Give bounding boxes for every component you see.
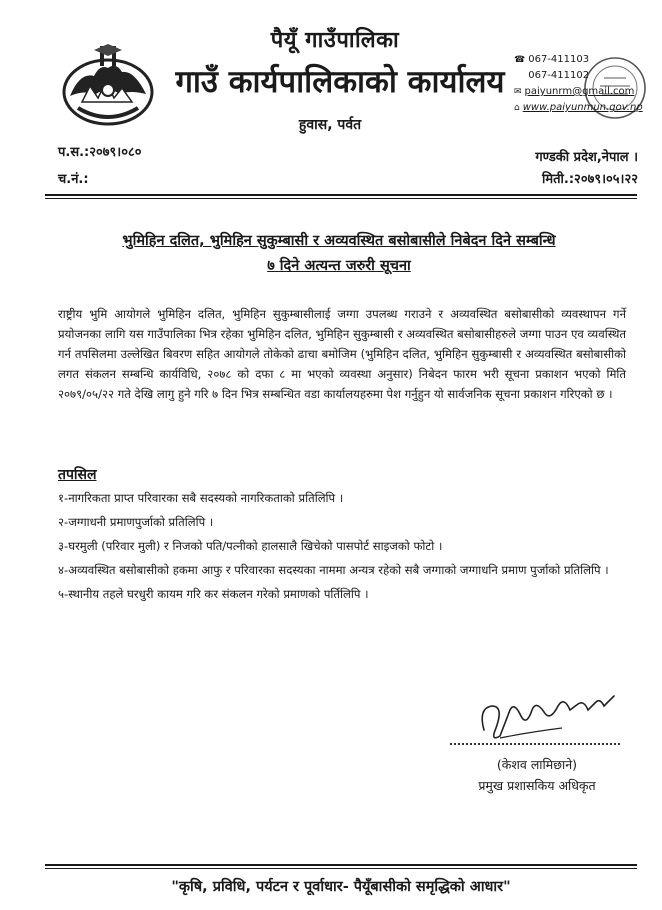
dispatch-number: च.नं.: [58,172,89,187]
contact-website [514,100,662,116]
contact-phone-2 [514,68,662,84]
header-divider [45,194,637,196]
list-item: ३-घरमुली (परिवार मुली) र निजको पति/पत्नीको हालसालै खिचेको पासपोर्ट साइजको फोटो । [58,539,443,553]
subject-line-1: भुमिहिन दलित, भुमिहिन सुकुम्बासी र अव्यवस्थित बसोबासीले निबेदन दिने सम्बन्धि [122,233,556,249]
email-text: paiyunrm@gmail.com [524,86,635,97]
contact-phone-1 [514,52,662,68]
office-name: गाउँ कार्यपालिकाको कार्यालय [175,64,505,100]
nepal-emblem-icon [60,42,156,128]
signatory-title: प्रमुख प्रशासकिय अधिकृत [478,778,596,793]
reference-number: प.स.:२०७९।०८० [58,145,142,160]
letter-date: मिती.:२०७९।०५।२२ [542,172,638,187]
list-item: ५-स्थानीय तहले घरधुरी कायम गरि कर संकलन गरेको प्रमाणको पर्तिलिपि । [58,587,369,601]
municipality-name: पैयूँ गाउँपालिका [270,28,400,53]
website-text: www.paiyunmun.gov.np [522,102,643,113]
signature-line [450,743,620,745]
details-list [58,488,628,608]
phone-1-text: 067-411103 [528,54,590,65]
details-heading: तपसिल [58,467,97,483]
subject [55,229,623,279]
contact-block [514,52,662,116]
footer-divider-thin [45,868,637,869]
list-item: २-जग्गाधनी प्रमाणपुर्जाको प्रतिलिपि । [58,515,214,529]
body-paragraph: राष्ट्रीय भुमि आयोगले भुमिहिन दलित, भुमिहिन सुकुम्बासीलाई जग्गा उपलब्ध गराउने र अव्यवस्थित बसोबासीको व्यवस्थापन गर्ने प्रयोजनका लागि यस गाउँपालिका भित्र रहेका भुमिहिन दलित, भुमिहिन सुकुम्बासी र अव्यवस्थित बसोबासीहरुले जग्गा पाउन एव व्यवस्थित गर्न तपसिलमा उल्लेखित बिवरण सहित आयोगले तोकेको ढाचा बमोजिम (भुमिहिन दलित, भुमिहिन सुकुम्बासी र अव्यवस्थित बसोबासीको लगत संकलन सम्बन्धि कार्यविधि, २०७८ को दफा ८ मा भएको व्यवस्था अनुसार) निबेदन फारम भरी सूचना प्रकाशन भएको मिति २०७९/०५/२२ गते देखि लागु हुने गरि ७ दिन भित्र सम्बन्धित वडा कार्यालयहरुमा पेश गर्नुहुन यो सार्वजनिक सूचना प्रकाशन गरिएको छ । [58,307,626,401]
header-divider-thin [45,198,637,199]
contact-email [514,84,662,100]
list-item: ४-अव्यवस्थित बसोबासीको हकमा आफु र परिवारका सदस्यका नाममा अन्यत्र रहेको सबै जग्गाको जग्गाधनि प्रमाण पुर्जाको प्रतिलिपि । [58,563,609,577]
list-item: १-नागरिकता प्राप्त परिवारका सबै सदस्यको नागरिकताको प्रतिलिपि । [58,491,344,505]
province-name: गण्डकी प्रदेश,नेपाल । [535,150,638,165]
email-icon: ✉ [514,87,522,97]
office-location: हुवास, पर्वत [298,117,362,133]
footer-motto: "कृषि, प्रविधि, पर्यटन र पूर्वाधार- पैयूँबासीको समृद्धिको आधार" [171,879,511,895]
signature [470,688,630,748]
footer-divider [45,864,637,866]
website-icon: ⌂ [514,103,520,113]
phone-2-text: 067-411102 [528,70,590,81]
signatory-name: (केशव लामिछाने) [496,757,578,772]
phone-icon: ☎ [514,55,526,65]
subject-line-2: ७ दिने अत्यन्त जरुरी सूचना [267,258,411,274]
